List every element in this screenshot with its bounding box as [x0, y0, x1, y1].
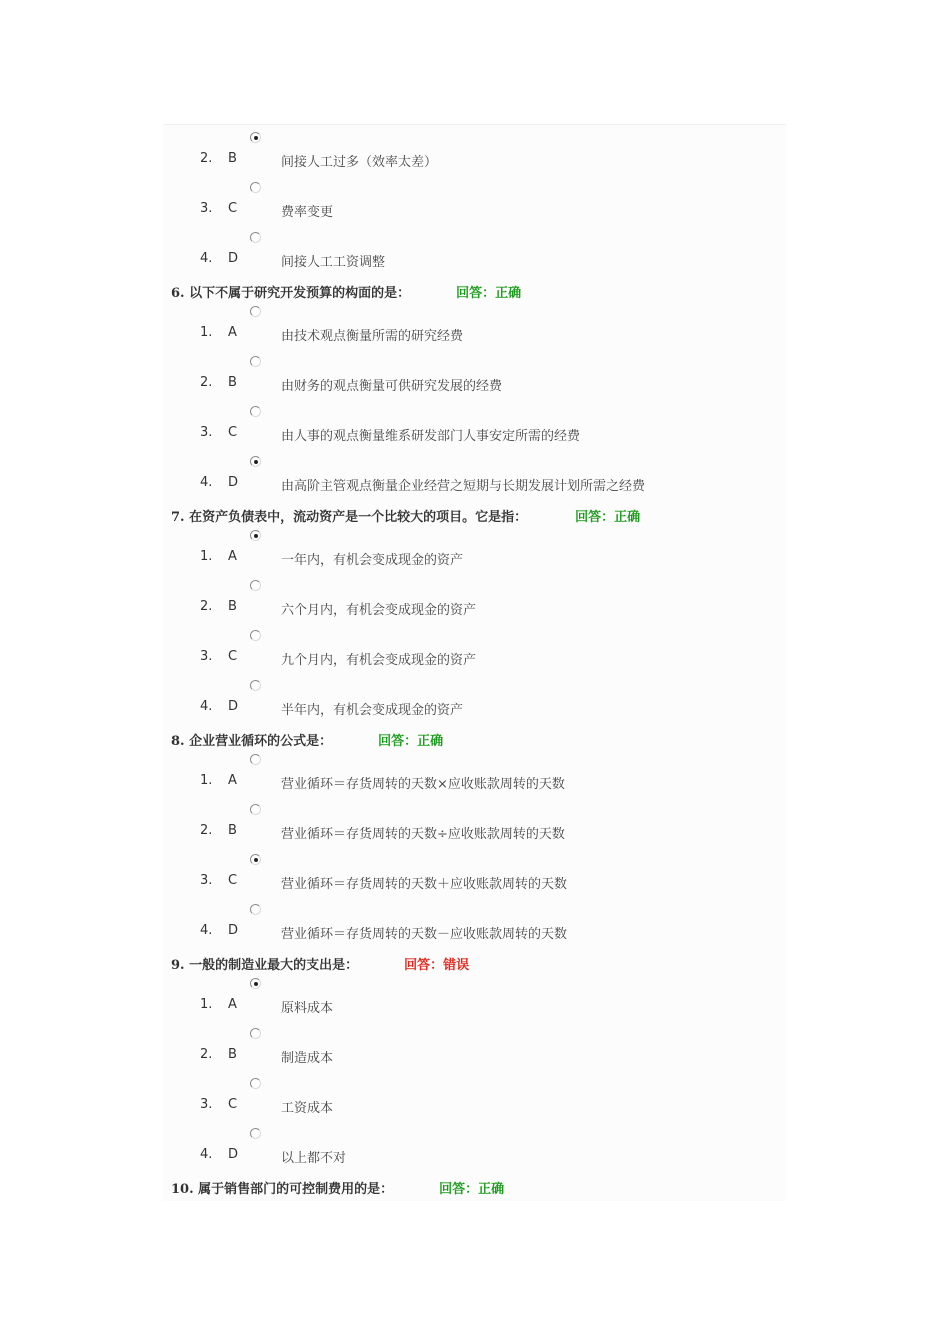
option-number: 3. [200, 425, 213, 440]
question-text: 10. 属于销售部门的可控制费用的是： [171, 1182, 394, 1197]
radio-button[interactable] [250, 232, 261, 243]
option-number: 4. [200, 699, 213, 714]
option-letter: A [228, 997, 237, 1012]
answer-verdict: 回答：正确 [456, 286, 522, 301]
option-letter: C [228, 649, 238, 664]
option-letter: B [228, 599, 237, 614]
answer-option[interactable] [0, 748, 950, 798]
option-text: 费率变更 [281, 205, 334, 220]
option-number: 3. [200, 873, 213, 888]
option-number: 1. [200, 325, 213, 340]
option-text: 以上都不对 [281, 1151, 347, 1166]
answer-option[interactable] [0, 1072, 950, 1122]
question-text: 7. 在资产负债表中，流动资产是一个比较大的项目。它是指： [171, 510, 528, 525]
option-number: 3. [200, 201, 213, 216]
answer-option[interactable] [0, 350, 950, 400]
radio-button[interactable] [250, 182, 261, 193]
question-heading [171, 1178, 871, 1198]
option-text: 由人事的观点衡量维系研发部门人事安定所需的经费 [281, 429, 581, 444]
option-letter: D [228, 699, 239, 714]
answer-option[interactable] [0, 798, 950, 848]
question-heading [171, 282, 871, 302]
option-number: 3. [200, 649, 213, 664]
answer-option[interactable] [0, 898, 950, 948]
question-text: 8. 企业营业循环的公式是： [171, 734, 333, 749]
answer-option[interactable] [0, 1022, 950, 1072]
radio-button[interactable] [250, 356, 261, 367]
radio-button[interactable] [250, 904, 261, 915]
option-number: 2. [200, 823, 213, 838]
answer-verdict: 回答：正确 [378, 734, 444, 749]
option-letter: B [228, 375, 237, 390]
option-text: 制造成本 [281, 1051, 334, 1066]
option-letter: D [228, 1147, 239, 1162]
answer-option[interactable] [0, 450, 950, 500]
option-text: 半年内，有机会变成现金的资产 [281, 703, 464, 718]
option-letter: B [228, 823, 237, 838]
option-number: 4. [200, 1147, 213, 1162]
answer-option[interactable] [0, 400, 950, 450]
answer-option[interactable] [0, 226, 950, 276]
answer-option[interactable] [0, 300, 950, 350]
answer-option[interactable] [0, 524, 950, 574]
radio-button[interactable] [250, 804, 261, 815]
answer-option[interactable] [0, 1122, 950, 1172]
option-letter: C [228, 873, 238, 888]
radio-button[interactable] [250, 530, 261, 541]
option-text: 由财务的观点衡量可供研究发展的经费 [281, 379, 503, 394]
radio-button[interactable] [250, 406, 261, 417]
radio-button[interactable] [250, 580, 261, 591]
option-number: 1. [200, 997, 213, 1012]
question-heading [171, 730, 871, 750]
option-letter: D [228, 251, 239, 266]
option-letter: D [228, 475, 239, 490]
option-letter: A [228, 325, 237, 340]
radio-button[interactable] [250, 306, 261, 317]
answer-option[interactable] [0, 848, 950, 898]
question-text: 9. 一般的制造业最大的支出是： [171, 958, 359, 973]
option-number: 2. [200, 599, 213, 614]
option-number: 4. [200, 923, 213, 938]
option-text: 六个月内，有机会变成现金的资产 [281, 603, 477, 618]
option-number: 1. [200, 773, 213, 788]
option-letter: A [228, 549, 237, 564]
option-number: 2. [200, 1047, 213, 1062]
question-heading [171, 506, 871, 526]
answer-option[interactable] [0, 176, 950, 226]
radio-button[interactable] [250, 132, 261, 143]
option-number: 1. [200, 549, 213, 564]
option-number: 2. [200, 375, 213, 390]
option-letter: B [228, 1047, 237, 1062]
question-heading [171, 954, 871, 974]
option-text: 一年内，有机会变成现金的资产 [281, 553, 464, 568]
answer-option[interactable] [0, 574, 950, 624]
option-text: 九个月内，有机会变成现金的资产 [281, 653, 477, 668]
option-letter: C [228, 425, 238, 440]
radio-button[interactable] [250, 630, 261, 641]
radio-button[interactable] [250, 754, 261, 765]
radio-button[interactable] [250, 1028, 261, 1039]
answer-option[interactable] [0, 624, 950, 674]
option-number: 4. [200, 251, 213, 266]
radio-button[interactable] [250, 1128, 261, 1139]
option-letter: B [228, 151, 237, 166]
radio-button[interactable] [250, 456, 261, 467]
option-text: 营业循环＝存货周转的天数－应收账款周转的天数 [281, 927, 568, 942]
answer-option[interactable] [0, 126, 950, 176]
option-letter: C [228, 1097, 238, 1112]
answer-verdict: 回答：正确 [575, 510, 641, 525]
question-text: 6. 以下不属于研究开发预算的构面的是： [171, 286, 411, 301]
answer-option[interactable] [0, 972, 950, 1022]
option-letter: A [228, 773, 237, 788]
option-number: 3. [200, 1097, 213, 1112]
option-number: 4. [200, 475, 213, 490]
answer-verdict: 回答：正确 [439, 1182, 505, 1197]
option-letter: D [228, 923, 239, 938]
option-text: 营业循环＝存货周转的天数＋应收账款周转的天数 [281, 877, 568, 892]
option-text: 工资成本 [281, 1101, 334, 1116]
option-text: 营业循环＝存货周转的天数×应收账款周转的天数 [281, 777, 565, 792]
radio-button[interactable] [250, 680, 261, 691]
radio-button[interactable] [250, 1078, 261, 1089]
option-number: 2. [200, 151, 213, 166]
option-text: 原料成本 [281, 1001, 334, 1016]
radio-button[interactable] [250, 854, 261, 865]
option-text: 由高阶主管观点衡量企业经营之短期与长期发展计划所需之经费 [281, 479, 646, 494]
option-text: 间接人工工资调整 [281, 255, 386, 270]
answer-option[interactable] [0, 674, 950, 724]
answer-verdict: 回答：错误 [404, 958, 470, 973]
option-text: 由技术观点衡量所需的研究经费 [281, 329, 464, 344]
option-text: 间接人工过多（效率太差） [281, 155, 438, 170]
radio-button[interactable] [250, 978, 261, 989]
option-text: 营业循环＝存货周转的天数÷应收账款周转的天数 [281, 827, 565, 842]
option-letter: C [228, 201, 238, 216]
